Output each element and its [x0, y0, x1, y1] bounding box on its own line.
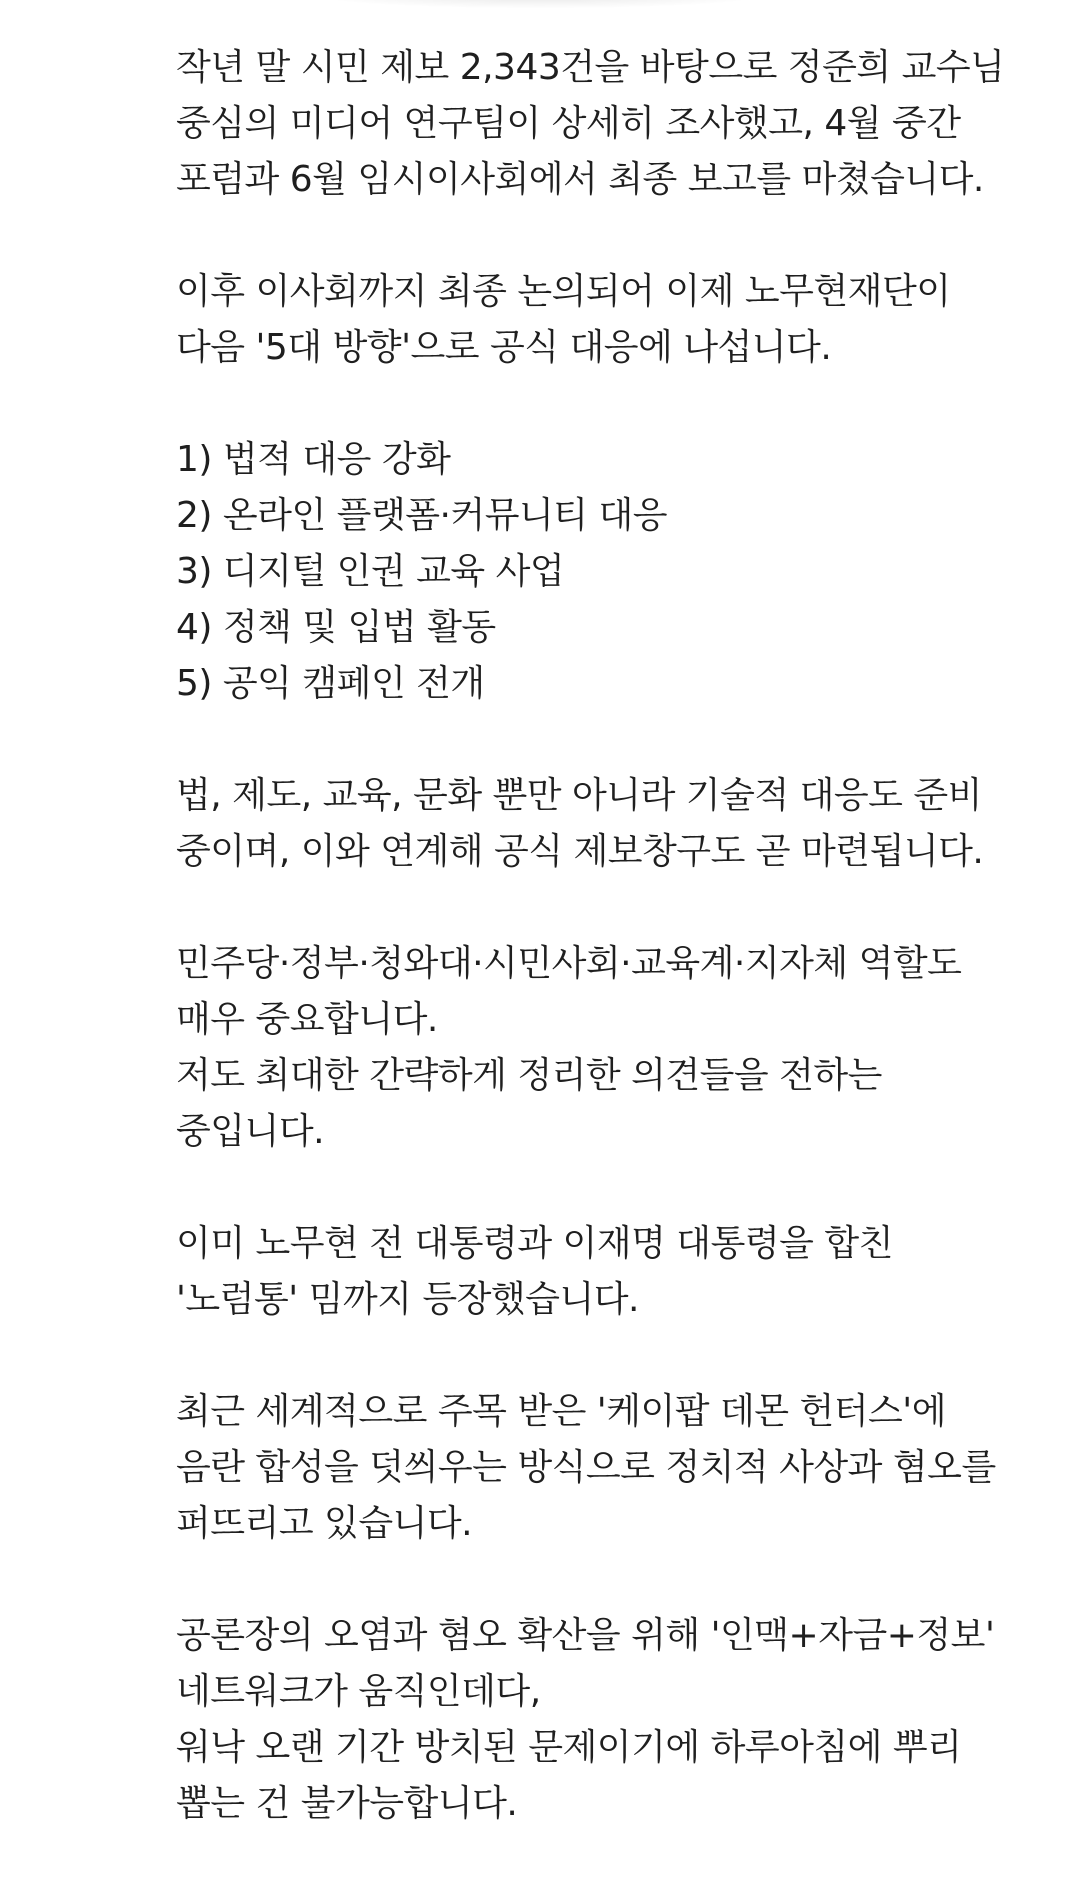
top-scroll-shadow — [320, 0, 760, 8]
text-line: 다음 '5대 방향'으로 공식 대응에 나섭니다. — [176, 327, 832, 368]
text-line: 워낙 오랜 기간 방치된 문제이기에 하루아침에 뿌리 — [176, 1727, 962, 1768]
text-line: 중이며, 이와 연계해 공식 제보창구도 곧 마련됩니다. — [176, 831, 984, 872]
post-paragraph — [176, 936, 1056, 1160]
text-line: 포럼과 6월 임시이사회에서 최종 보고를 마쳤습니다. — [176, 159, 984, 200]
text-line: 저도 최대한 간략하게 정리한 의견들을 전하는 — [176, 1055, 882, 1096]
text-line: 4) 정책 및 입법 활동 — [176, 607, 496, 648]
post-paragraph — [176, 264, 1056, 376]
text-line: 중입니다. — [176, 1111, 325, 1152]
text-line: 민주당·정부·청와대·시민사회·교육계·지자체 역할도 — [176, 943, 962, 984]
text-line: 5) 공익 캠페인 전개 — [176, 663, 485, 704]
post-paragraph — [176, 1216, 1056, 1328]
text-line: 이후 이사회까지 최종 논의되어 이제 노무현재단이 — [176, 271, 951, 312]
text-line: 뽑는 건 불가능합니다. — [176, 1783, 518, 1824]
post-paragraph — [176, 768, 1056, 880]
text-line: 공론장의 오염과 혐오 확산을 위해 '인맥+자금+정보' — [176, 1615, 995, 1656]
text-line: 이미 노무현 전 대통령과 이재명 대통령을 합친 — [176, 1223, 893, 1264]
text-line: 법, 제도, 교육, 문화 뿐만 아니라 기술적 대응도 준비 — [176, 775, 982, 816]
post-paragraph — [176, 432, 1056, 712]
text-line: 퍼뜨리고 있습니다. — [176, 1503, 473, 1544]
text-line: 매우 중요합니다. — [176, 999, 438, 1040]
text-line: 1) 법적 대응 강화 — [176, 439, 451, 480]
text-line: 3) 디지털 인권 교육 사업 — [176, 551, 565, 592]
text-line: 중심의 미디어 연구팀이 상세히 조사했고, 4월 중간 — [176, 103, 961, 144]
text-line: '노럼통' 밈까지 등장했습니다. — [176, 1279, 639, 1320]
text-line: 2) 온라인 플랫폼·커뮤니티 대응 — [176, 495, 668, 536]
post-paragraph — [176, 1384, 1056, 1552]
text-line: 네트워크가 움직인데다, — [176, 1671, 541, 1712]
text-line: 최근 세계적으로 주목 받은 '케이팝 데몬 헌터스'에 — [176, 1391, 946, 1432]
text-line: 음란 합성을 덧씌우는 방식으로 정치적 사상과 혐오를 — [176, 1447, 996, 1488]
post-paragraph — [176, 1608, 1056, 1832]
post-body — [176, 40, 1056, 1888]
text-line: 작년 말 시민 제보 2,343건을 바탕으로 정준희 교수님 — [176, 47, 1005, 88]
post-paragraph — [176, 40, 1056, 208]
